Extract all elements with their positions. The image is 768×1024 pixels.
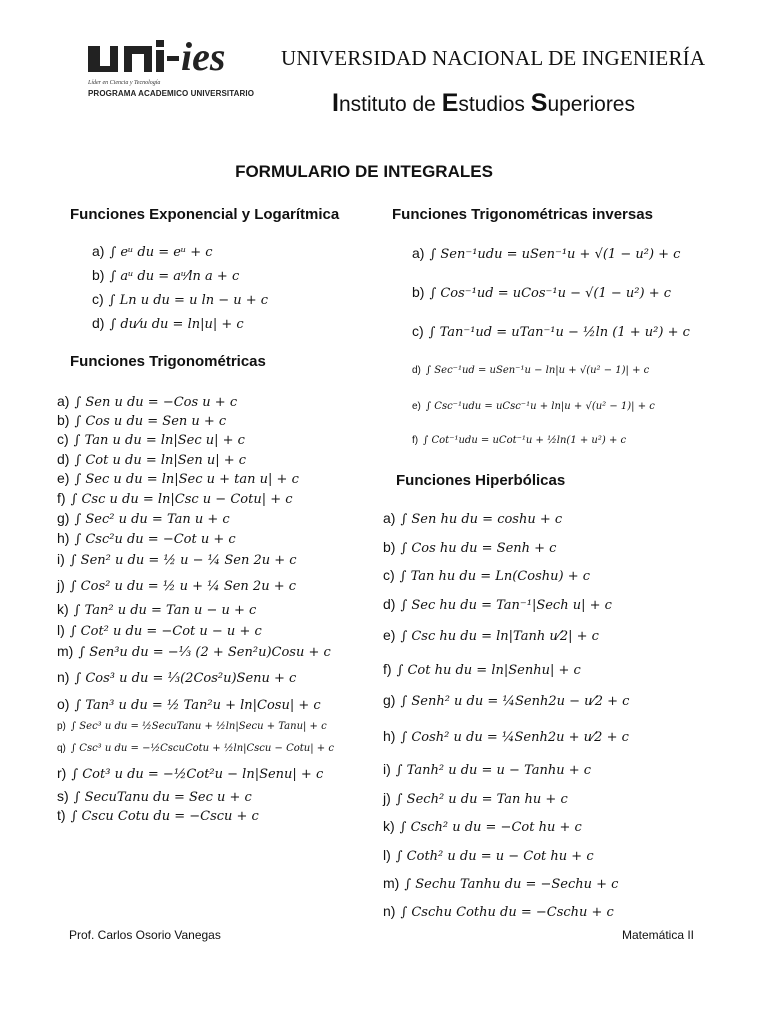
formula-label: f): [57, 490, 66, 506]
formula-expression: ∫ Tan u du = ln|Sec u| + c: [73, 433, 245, 448]
formula-expression: ∫ Csc⁻¹udu = uCsc⁻¹u + ln|u + √(u² − 1)| + c: [425, 401, 655, 412]
formula-item: [383, 846, 594, 866]
formula-item: [412, 398, 655, 416]
formula-item: [57, 489, 293, 509]
formula-label: c): [92, 291, 104, 307]
formula-expression: ∫ Tan hu du = Ln(Coshu) + c: [399, 569, 590, 584]
formula-expression: ∫ Tan⁻¹ud = uTan⁻¹u − ½ln (1 + u²) + c: [428, 325, 690, 340]
formula-label: m): [57, 643, 74, 659]
formula-item: [383, 902, 614, 922]
formula-label: p): [57, 721, 66, 732]
formula-expression: ∫ Csc u du = ln|Csc u − Cotu| + c: [70, 492, 293, 507]
institute-word-3: uperiores: [547, 93, 635, 116]
formula-expression: ∫ Cscu Cotu du = −Cscu + c: [70, 809, 259, 824]
formula-expression: ∫ Tan² u du = Tan u − u + c: [73, 603, 257, 618]
formula-expression: ∫ Cos³ u du = ⅓(2Cos²u)Senu + c: [74, 671, 297, 686]
section-title-exp-log: Funciones Exponencial y Logarítmica: [70, 206, 340, 223]
formula-item: [412, 432, 626, 450]
formula-item: [412, 244, 680, 264]
formula-item: [92, 290, 268, 310]
formula-expression: ∫ Cot² u du = −Cot u − u + c: [69, 624, 262, 639]
formula-item: [92, 314, 244, 334]
formula-expression: ∫ aᵘ du = aᵘ⁄ln a + c: [109, 269, 240, 284]
formula-label: q): [57, 743, 66, 754]
formula-item: [383, 874, 618, 894]
formula-item: [57, 621, 262, 641]
formula-item: [383, 691, 629, 711]
formula-expression: ∫ Tan³ u du = ½ Tan²u + ln|Cosu| + c: [74, 698, 321, 713]
formula-label: j): [57, 577, 65, 593]
formula-item: [57, 469, 299, 489]
formula-label: l): [57, 622, 65, 638]
formula-expression: ∫ Sec³ u du = ½SecuTanu + ½ln|Secu + Tanu| + c: [70, 721, 327, 732]
formula-item: [383, 789, 568, 809]
formula-item: [92, 266, 239, 286]
formula-label: e): [57, 470, 70, 486]
formula-item: [57, 718, 327, 736]
formula-expression: ∫ Cot³ u du = −½Cot²u − ln|Senu| + c: [71, 767, 324, 782]
formula-expression: ∫ Coth² u du = u − Cot hu + c: [395, 849, 594, 864]
formula-item: [57, 764, 323, 784]
formula-expression: ∫ Sec² u du = Tan u + c: [74, 512, 230, 527]
formula-item: [383, 566, 590, 586]
formula-expression: ∫ Cos² u du = ½ u + ¼ Sen 2u + c: [69, 579, 297, 594]
formula-item: [412, 322, 690, 342]
institute-initial-i: I: [332, 89, 339, 117]
formula-label: b): [412, 284, 425, 300]
formula-expression: ∫ Csc hu du = ln|Tanh u⁄2| + c: [400, 629, 599, 644]
formula-label: b): [57, 412, 70, 428]
formula-label: k): [57, 601, 69, 617]
formula-label: e): [412, 401, 421, 412]
formula-expression: ∫ Cot u du = ln|Sen u| + c: [74, 453, 247, 468]
formula-label: r): [57, 765, 67, 781]
formula-item: [57, 642, 331, 662]
svg-text:ies: ies: [181, 36, 226, 79]
formula-item: [57, 668, 296, 688]
formula-label: h): [383, 728, 396, 744]
formula-label: c): [57, 431, 69, 447]
section-title-trig: Funciones Trigonométricas: [70, 353, 266, 370]
formula-item: [57, 550, 297, 570]
formula-label: s): [57, 788, 69, 804]
formula-item: [57, 430, 245, 450]
formula-item: [57, 529, 236, 549]
formula-expression: ∫ Csc²u du = −Cot u + c: [74, 532, 236, 547]
formula-label: f): [383, 661, 392, 677]
footer-author: Prof. Carlos Osorio Vanegas: [69, 928, 221, 942]
formula-expression: ∫ Senh² u du = ¼Senh2u − u⁄2 + c: [400, 694, 630, 709]
logo-tagline: Líder en Ciencia y Tecnología: [88, 80, 161, 86]
formula-label: d): [412, 365, 421, 376]
institute-word-2: studios: [458, 93, 531, 116]
formula-item: [383, 595, 612, 615]
formula-label: b): [92, 267, 105, 283]
formula-expression: ∫ Sec u du = ln|Sec u + tan u| + c: [74, 472, 299, 487]
formula-expression: ∫ Tanh² u du = u − Tanhu + c: [395, 763, 592, 778]
formula-item: [92, 242, 213, 262]
formula-label: i): [383, 761, 391, 777]
formula-item: [412, 362, 649, 380]
formula-label: a): [92, 243, 105, 259]
formula-expression: ∫ eᵘ du = eᵘ + c: [109, 245, 213, 260]
university-name: UNIVERSIDAD NACIONAL DE INGENIERÍA: [281, 46, 706, 70]
formula-item: [412, 283, 671, 303]
formula-item: [57, 450, 246, 470]
formula-label: f): [412, 435, 419, 446]
document-header: [0, 0, 768, 140]
formula-expression: ∫ Sec⁻¹ud = uSen⁻¹u − ln|u + √(u² − 1)| + c: [425, 365, 650, 376]
uni-ies-logo: [86, 36, 262, 106]
logo-program: PROGRAMA ACADEMICO UNIVERSITARIO: [88, 89, 255, 98]
formula-label: h): [57, 530, 70, 546]
formula-item: [57, 411, 226, 431]
formula-expression: ∫ Sechu Tanhu du = −Sechu + c: [404, 877, 619, 892]
formula-expression: ∫ Sen³u du = −⅓ (2 + Sen²u)Cosu + c: [78, 645, 331, 660]
formula-item: [383, 760, 591, 780]
formula-label: g): [57, 510, 70, 526]
formula-item: [57, 509, 230, 529]
formula-item: [383, 509, 562, 529]
formula-item: [57, 740, 334, 758]
formula-expression: ∫ Csch² u du = −Cot hu + c: [399, 820, 582, 835]
formula-label: a): [383, 510, 396, 526]
formula-expression: ∫ Cot hu du = ln|Senhu| + c: [396, 663, 581, 678]
formula-item: [383, 538, 556, 558]
formula-expression: ∫ Cosh² u du = ¼Senh2u + u⁄2 + c: [400, 730, 629, 745]
formula-label: b): [383, 539, 396, 555]
formula-label: o): [57, 696, 70, 712]
formula-expression: ∫ Sen hu du = coshu + c: [400, 512, 563, 527]
formula-item: [57, 695, 321, 715]
formula-expression: ∫ Ln u du = u ln − u + c: [108, 293, 269, 308]
formula-label: n): [383, 903, 396, 919]
formula-expression: ∫ Sen u du = −Cos u + c: [74, 395, 238, 410]
formula-item: [57, 600, 256, 620]
section-title-inv-trig: Funciones Trigonométricas inversas: [392, 206, 653, 223]
formula-item: [383, 727, 629, 747]
formula-expression: ∫ Cos⁻¹ud = uCos⁻¹u − √(1 − u²) + c: [429, 286, 672, 301]
formula-label: a): [412, 245, 425, 261]
formula-item: [57, 806, 259, 826]
formula-item: [383, 817, 582, 837]
formula-label: k): [383, 818, 395, 834]
formula-expression: ∫ Sen⁻¹udu = uSen⁻¹u + √(1 − u²) + c: [429, 247, 681, 262]
document-title: FORMULARIO DE INTEGRALES: [235, 162, 493, 181]
formula-label: c): [383, 567, 395, 583]
formula-expression: ∫ du⁄u du = ln|u| + c: [109, 317, 244, 332]
formula-label: c): [412, 323, 424, 339]
logo-mark: [86, 36, 262, 82]
institute-word-1: nstituto de: [338, 93, 442, 116]
formula-expression: ∫ Cos hu du = Senh + c: [400, 541, 557, 556]
institute-initial-s: S: [530, 89, 548, 117]
institute-initial-e: E: [441, 89, 459, 117]
formula-expression: ∫ Sech² u du = Tan hu + c: [395, 792, 568, 807]
formula-expression: ∫ Cschu Cothu du = −Cschu + c: [400, 905, 614, 920]
formula-expression: ∫ Cot⁻¹udu = uCot⁻¹u + ½ln(1 + u²) + c: [423, 435, 627, 446]
formula-label: e): [383, 627, 396, 643]
formula-label: g): [383, 692, 396, 708]
formula-item: [383, 626, 599, 646]
formula-label: a): [57, 393, 70, 409]
formula-label: d): [383, 596, 396, 612]
formula-item: [57, 787, 252, 807]
formula-expression: ∫ Sen² u du = ½ u − ¼ Sen 2u + c: [69, 553, 297, 568]
formula-label: t): [57, 807, 66, 823]
formula-item: [57, 392, 237, 412]
formula-label: j): [383, 790, 391, 806]
formula-expression: ∫ Cos u du = Sen u + c: [74, 414, 227, 429]
formula-item: [383, 660, 581, 680]
formula-expression: ∫ Csc³ u du = −½CscuCotu + ½ln|Cscu − Cotu| + c: [70, 743, 334, 754]
formula-expression: ∫ SecuTanu du = Sec u + c: [73, 790, 252, 805]
institute-name: [332, 89, 635, 118]
formula-item: [57, 576, 296, 596]
formula-label: n): [57, 669, 70, 685]
formula-expression: ∫ Sec hu du = Tan⁻¹|Sech u| + c: [400, 598, 612, 613]
formula-label: d): [92, 315, 105, 331]
footer-course: Matemática II: [621, 928, 694, 942]
formula-label: m): [383, 875, 400, 891]
formula-label: l): [383, 847, 391, 863]
section-title-hyper: Funciones Hiperbólicas: [396, 472, 566, 489]
formula-label: i): [57, 551, 65, 567]
formula-label: d): [57, 451, 70, 467]
